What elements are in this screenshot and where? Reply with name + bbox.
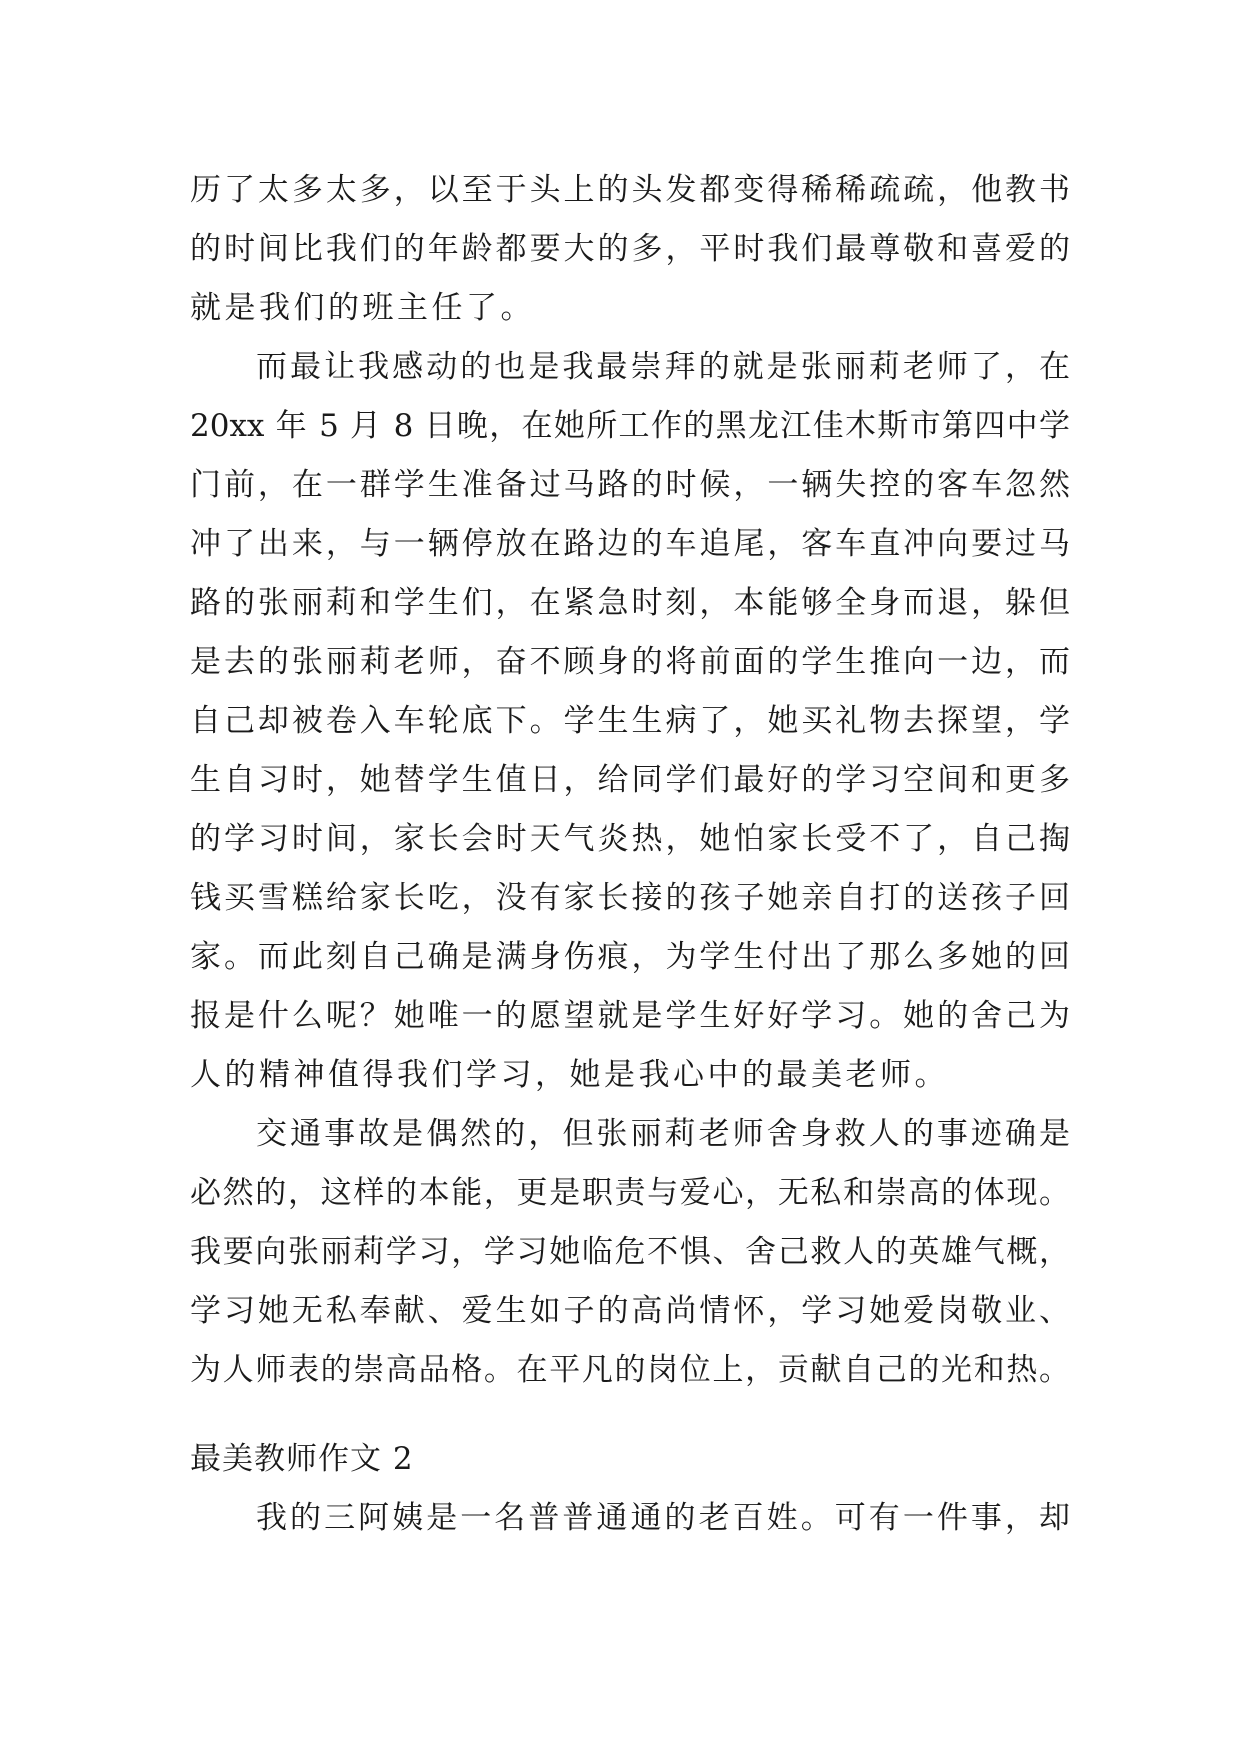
paragraph-2-line-10: 钱买雪糕给家长吃，没有家长接的孩子她亲自打的送孩子回 [190, 880, 1070, 916]
paragraph-1-line-1: 历了太多太多，以至于头上的头发都变得稀稀疏疏，他教书 [190, 172, 1070, 208]
paragraph-2-line-3: 门前，在一群学生准备过马路的时候，一辆失控的客车忽然 [190, 467, 1070, 503]
paragraph-2-line-6: 是去的张丽莉老师，奋不顾身的将前面的学生推向一边，而 [190, 644, 1070, 680]
paragraph-2-line-13: 人的精神值得我们学习，她是我心中的最美老师。 [190, 1057, 949, 1093]
section-paragraph-line-1: 我的三阿姨是一名普普通通的老百姓。可有一件事，却 [256, 1500, 1070, 1536]
paragraph-3-line-5: 为人师表的崇高品格。在平凡的岗位上，贡献自己的光和热。 [190, 1352, 1070, 1388]
paragraph-2-line-9: 的学习时间，家长会时天气炎热，她怕家长受不了，自己掏 [190, 821, 1070, 857]
paragraph-1-line-3: 就是我们的班主任了。 [190, 290, 535, 326]
paragraph-2-line-12: 报是什么呢？她唯一的愿望就是学生好好学习。她的舍己为 [190, 998, 1070, 1034]
paragraph-3-line-1: 交通事故是偶然的，但张丽莉老师舍身救人的事迹确是 [256, 1116, 1070, 1152]
paragraph-3-line-4: 学习她无私奉献、爱生如子的高尚情怀，学习她爱岗敬业、 [190, 1293, 1070, 1329]
paragraph-3-line-3: 我要向张丽莉学习，学习她临危不惧、舍己救人的英雄气概， [190, 1234, 1070, 1270]
section-title: 最美教师作文 2 [190, 1441, 414, 1477]
paragraph-2-line-5: 路的张丽莉和学生们，在紧急时刻，本能够全身而退，躲但 [190, 585, 1070, 621]
paragraph-2-line-7: 自己却被卷入车轮底下。学生生病了，她买礼物去探望，学 [190, 703, 1070, 739]
paragraph-2-line-2: 20xx 年 5 月 8 日晚，在她所工作的黑龙江佳木斯市第四中学 [190, 408, 1070, 444]
paragraph-1-line-2: 的时间比我们的年龄都要大的多，平时我们最尊敬和喜爱的 [190, 231, 1070, 267]
paragraph-2-line-4: 冲了出来，与一辆停放在路边的车追尾，客车直冲向要过马 [190, 526, 1070, 562]
paragraph-3-line-2: 必然的，这样的本能，更是职责与爱心，无私和崇高的体现。 [190, 1175, 1070, 1211]
paragraph-2-line-8: 生自习时，她替学生值日，给同学们最好的学习空间和更多 [190, 762, 1070, 798]
paragraph-2-line-11: 家。而此刻自己确是满身伤痕，为学生付出了那么多她的回 [190, 939, 1070, 975]
paragraph-2-line-1: 而最让我感动的也是我最崇拜的就是张丽莉老师了，在 [256, 349, 1070, 385]
